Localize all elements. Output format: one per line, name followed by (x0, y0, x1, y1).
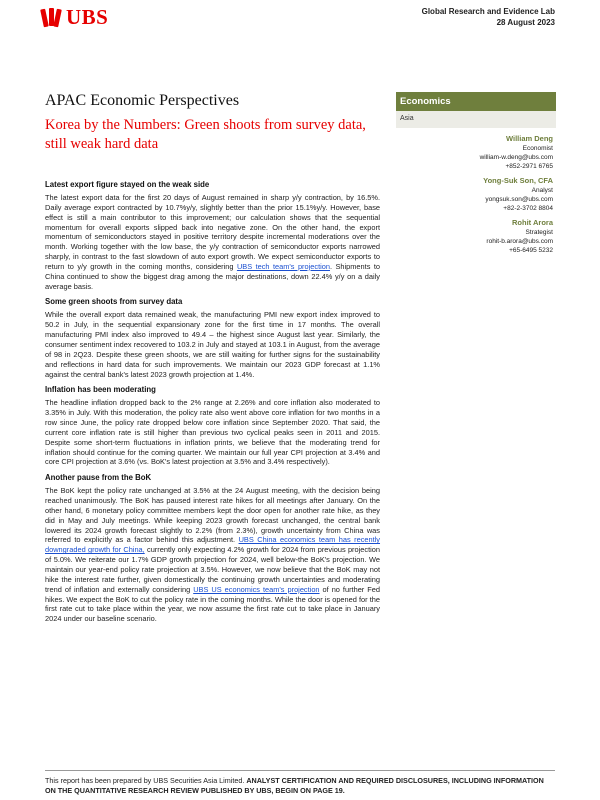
category-band: Economics (396, 92, 556, 111)
paragraph-text: of no further Fed hikes. We expect the BoK to cut the policy rate in the coming months. While the door is opened for the first rate cut to take place within the year, we now assume the first rate cut to take place in January 2024 under our baseline scenario. (45, 584, 380, 624)
section-paragraph: The headline inflation dropped back to the 2% range at 2.26% and core inflation also moderated to 3.35% in July. With this moderation, the policy rate also went above core inflation for two months in a row since June, the policy rate dropped below core inflation since September 2020. That said, the current core inflation rate is still higher than previous two cyclical peaks seen in 2011 and 2015. Despite some short-term fluctuations in inflation prints, we believe that the moderating trend for inflation should continue for the coming quarter. We maintain our full year CPI projection at 3.4% and core CPI projection at 3.6% (vs. BoK's latest projection at 3.5% and 3.4% respectively). (45, 398, 380, 467)
series-title: APAC Economic Perspectives (45, 92, 240, 109)
section-heading: Some green shoots from survey data (45, 297, 183, 307)
author-email[interactable]: william-w.deng@ubs.com (479, 154, 553, 161)
author-name: Yong-Suk Son, CFA (483, 176, 553, 185)
paragraph-text: currently only expecting 4.2% growth for 2024 from previous projection of 5.0%. We reiterate our 1.7% GDP growth projection for 2024, well below-the BoK's projection. We maintain our year-end policy rate projection at 3.5%. However, we now believe that the BoK may not hike the interest rate further, given domestically the continuing growth uncertainties and moderating trend of inflation and externally considering (45, 545, 380, 594)
report-date: 28 August 2023 (496, 18, 555, 27)
section-paragraph (45, 486, 380, 624)
section-paragraph: While the overall export data remained weak, the manufacturing PMI new export index improved to 50.2 in July, in the sequential expansionary zone for the first time in 17 months. The overall manufacturing PMI index also improved to 49.4 – the highest since August last year. Similarly, the consumer sentiment index recovered to 103.2 in July and stayed at 103.1 in August, from the average of 98 in 2Q23. Despite these green shoots, we are still waiting for further signs for the sustainability and reflections in hard data for such improvements. We maintain our 2023 GDP forecast at 1.1% against the central bank's latest 2023 growth projection at 1.4%. (45, 310, 380, 379)
region-label: Asia (396, 111, 556, 128)
author-phone: +852-2971 6765 (505, 163, 553, 170)
research-unit: Global Research and Evidence Lab (421, 7, 555, 16)
section-inflation (45, 385, 380, 467)
report-header (422, 6, 555, 28)
china-economics-link[interactable]: UBS China economics team has recently downgraded growth for China, (45, 535, 381, 555)
paragraph-text: The latest export data for the first 20 days of August remained in sharp y/y contraction, by 16.5%. Daily average export contracted by 10.7%y/y, slightly better than the prior 15.1%y/y. However, base effect is still a main contributor to this improvement; our calculation shows that the sequential momentum for overall exports slipped back into negative zone. On the other hand, the export momentum of semiconductors stayed in positive territory despite incremental moderations over the month. Working together with the low base, the y/y contraction of semiconductor exports narrowed sharply, in contrast to the fast slowdown of auto export growth. We expect semiconductor exports to return to y/y growth in the coming months, considering (45, 193, 380, 271)
author-email[interactable]: yongsuk.son@ubs.com (485, 196, 553, 203)
author-card (396, 218, 553, 255)
author-phone: +65-6495 5232 (509, 247, 553, 254)
section-bok (45, 473, 380, 624)
logo-text: UBS (66, 5, 109, 29)
section-heading: Another pause from the BoK (45, 473, 152, 483)
footer-divider (45, 770, 555, 771)
author-card (396, 134, 553, 171)
ubs-logo (40, 5, 108, 30)
author-role: Economist (522, 145, 553, 152)
keys-icon (40, 7, 62, 29)
author-list (396, 134, 556, 255)
author-name: William Deng (505, 134, 553, 143)
paragraph-text: . Shipments to China continued to show the biggest drag among the major destinations, down 22.4% y/y on a daily average basis. (45, 261, 380, 291)
us-economics-link[interactable]: UBS US economics team's projection (193, 584, 320, 594)
footer-certification: ANALYST CERTIFICATION AND REQUIRED DISCLOSURES, INCLUDING INFORMATION ON THE QUANTITATIVE RESEARCH REVIEW PUBLISHED BY UBS, BEGIN ON PAGE 19. (45, 776, 544, 795)
author-role: Strategist (525, 229, 553, 236)
footer-disclosure (45, 776, 555, 796)
tech-team-projection-link[interactable]: UBS tech team's projection (236, 261, 330, 271)
sidebar (396, 92, 556, 260)
author-role: Analyst (531, 187, 553, 194)
section-paragraph (45, 193, 380, 291)
author-card (396, 176, 553, 213)
footer-prepared: This report has been prepared by UBS Securities Asia Limited. (45, 776, 245, 785)
section-heading: Latest export figure stayed on the weak side (45, 180, 210, 189)
report-body (45, 180, 380, 630)
section-survey (45, 297, 380, 379)
report-title: Korea by the Numbers: Green shoots from survey data, still weak hard data (45, 117, 366, 152)
author-phone: +82-2-3702 8804 (503, 205, 553, 212)
author-email[interactable]: rohit-b.arora@ubs.com (486, 238, 553, 245)
section-exports (45, 180, 380, 291)
author-name: Rohit Arora (512, 218, 553, 227)
section-heading: Inflation has been moderating (45, 385, 156, 395)
paragraph-text: The BoK kept the policy rate unchanged at 3.5% at the 24 August meeting, with the decision being reached unanimously. The BoK has paused interest rate hikes for all meetings after January. On the other hand, 6 monetary policy committee members kept the door open for another rate hike, as they did in May and July meetings. While keeping 2023 growth forecast unchanged, the central bank lowered its 2024 growth forecast slightly to 2.2% (from 2.3%), growth uncertainty from China was referred to explicitly as a factor behind this adjustment. (45, 486, 380, 545)
